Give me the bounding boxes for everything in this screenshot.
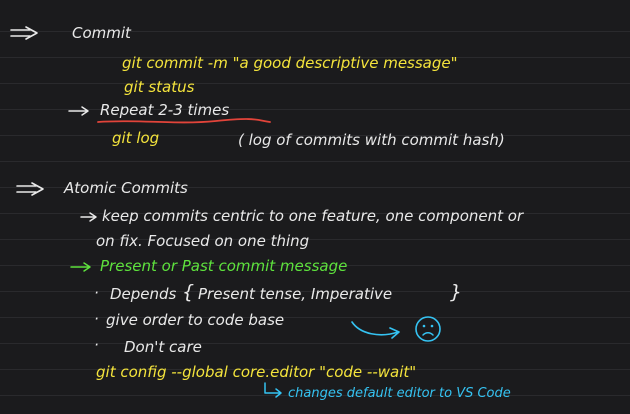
git-status-command: git status <box>124 78 195 96</box>
hook-arrow-icon <box>262 382 284 400</box>
sad-face-icon <box>414 315 442 343</box>
git-log-command: git log <box>112 129 160 147</box>
depends-label: Depends <box>110 285 177 303</box>
red-underline-stroke <box>96 116 272 128</box>
section-heading-atomic-commits: Atomic Commits <box>64 179 188 197</box>
repeat-note: Repeat 2-3 times <box>100 101 230 119</box>
atomic-bullet-1-line-2: on fix. Focused on one thing <box>96 232 310 250</box>
atomic-bullet-2: Present or Past commit message <box>100 257 348 275</box>
git-commit-command: git commit -m "a good descriptive message" <box>122 54 458 72</box>
right-arrow-icon <box>68 106 90 116</box>
double-arrow-icon <box>10 26 40 40</box>
git-config-command: git config --global core.editor "code --wait" <box>96 363 417 381</box>
git-log-note: ( log of commits with commit hash) <box>238 131 505 149</box>
order-item: give order to code base <box>106 311 285 329</box>
bullet-dot: · <box>94 310 99 328</box>
dont-care-item: Don't care <box>124 338 202 356</box>
section-heading-commit: Commit <box>72 24 131 42</box>
bullet-dot: · <box>94 336 99 354</box>
right-arrow-icon <box>80 212 98 222</box>
open-brace: { <box>182 281 195 303</box>
curved-arrow-icon <box>350 318 404 340</box>
bullet-dot: · <box>94 284 99 302</box>
git-config-note: changes default editor to VS Code <box>288 386 511 401</box>
close-brace: } <box>450 281 463 303</box>
atomic-bullet-1-line-1: keep commits centric to one feature, one component or <box>102 207 524 225</box>
right-arrow-icon <box>70 262 92 272</box>
double-arrow-icon <box>16 182 46 196</box>
depends-content: Present tense, Imperative <box>198 285 393 303</box>
